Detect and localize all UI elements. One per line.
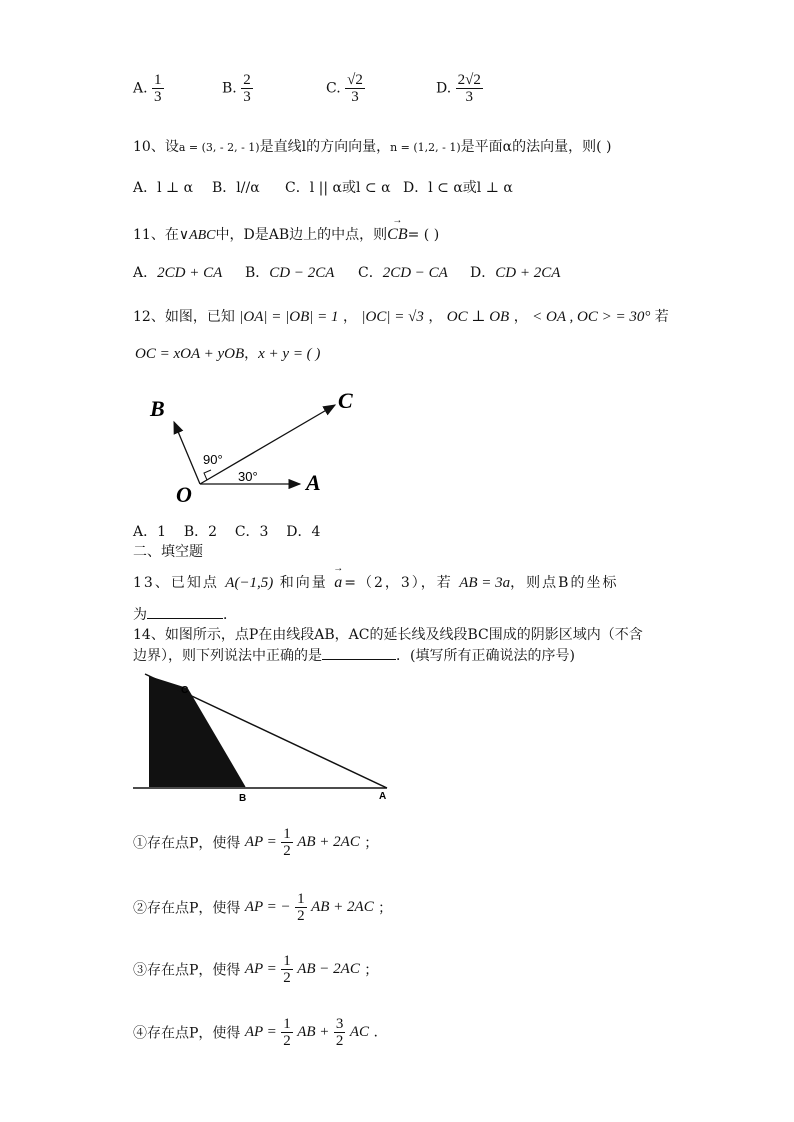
q12-vector-figure	[140, 380, 380, 510]
angle-30-label: 30°	[238, 469, 258, 484]
q10-option-a: A．l ⊥ α	[133, 180, 194, 196]
label-c: C	[181, 685, 189, 696]
condition-angle: < OA , OC > = 30°	[532, 309, 651, 325]
q14-item-3: ③存在点P，使得 AP = $\frac{1}{2}$ AB − 2AC ；	[133, 953, 379, 986]
vector-a: → a	[334, 574, 344, 592]
label-a: A	[379, 791, 387, 802]
q9-option-d: D. $\frac{2√2}{3}$	[436, 72, 481, 105]
q10-option-d: D．l ⊂ α或l ⊥ α	[403, 180, 513, 196]
ab-equation: AB = 3a	[459, 575, 511, 591]
q11-option-b: B．CD − 2CA	[245, 265, 335, 281]
fraction: $\frac{1}{3}$	[154, 72, 162, 105]
q10-option-b: B．l//α	[212, 180, 260, 196]
q14-region-figure	[133, 666, 395, 806]
q11-stem: 11、在∨ABC中，D是AB边上的中点，则→ CB= ( )	[133, 224, 439, 244]
label-b: B	[239, 793, 247, 804]
condition-oa-ob: |OA| = |OB| = 1	[239, 309, 339, 325]
fraction: $\frac{3}{2}$	[335, 1016, 344, 1049]
q12-equation: OC = xOA + yOB，x + y = ( )	[135, 346, 321, 362]
section-title: 二、填空题	[133, 544, 203, 560]
condition-perpendicular: OC ⊥ OB	[446, 309, 510, 325]
q10-stem: 10、设a = (3, - 2, - 1)是直线l的方向向量，n = (1,2, - 1)是平面α的法向量，则( )	[133, 139, 612, 155]
q11-option-d: D．CD + 2CA	[470, 265, 561, 281]
vector-ob	[174, 422, 200, 484]
answer-blank[interactable]	[147, 606, 223, 619]
q14-item-1: ①存在点P，使得 AP = $\frac{1}{2}$ AB + 2AC ；	[133, 826, 379, 859]
answer-blank[interactable]	[322, 647, 396, 660]
q11-option-a: A．2CD + CA	[133, 265, 223, 281]
angle-90-label: 90°	[203, 452, 223, 467]
fraction: $\frac{√2}{3}$	[347, 72, 363, 105]
fraction: $\frac{1}{2}$	[297, 891, 305, 924]
q9-option-c: C. $\frac{√2}{3}$	[326, 72, 363, 105]
q11-option-c: C．2CD − CA	[358, 265, 448, 281]
q13-line1: 13、已知点 A(−1,5) 和向量 → a=（2，3），若 AB = 3a，则点B的坐标	[133, 572, 618, 592]
point-a: A(−1,5)	[225, 575, 274, 591]
shaded-region	[149, 676, 245, 787]
fraction: $\frac{1}{2}$	[283, 953, 291, 986]
q12-options: A．1 B．2 C．3 D．4	[133, 524, 321, 540]
q14-item-4: ④存在点P，使得 AP = $\frac{1}{2}$ AB + $\frac{3}{2}$ AC .	[133, 1016, 378, 1049]
vector-a-definition: a = (3, - 2, - 1)	[178, 141, 260, 154]
q9-option-a: A. $\frac{1}{3}$	[133, 72, 162, 105]
q10-option-c: C．l || α或l ⊂ α	[285, 180, 391, 196]
condition-oc: |OC| = √3	[361, 309, 424, 325]
q13-line2: 为 ．	[133, 607, 237, 623]
q9-option-b: B. $\frac{2}{3}$	[222, 72, 251, 105]
vector-n-definition: n = (1,2, - 1)	[390, 141, 461, 154]
label-a: A	[306, 470, 321, 495]
q12-stem: 12、如图，已知 |OA| = |OB| = 1 ， |OC| = √3 ， OC ⊥ OB ， < OA , OC > = 30° 若	[133, 309, 669, 325]
fraction: $\frac{1}{2}$	[283, 1016, 291, 1049]
fraction: $\frac{2}{3}$	[243, 72, 251, 105]
fraction: $\frac{2√2}{3}$	[457, 72, 481, 105]
triangle-abc: ∨ABC	[178, 228, 216, 243]
fraction: $\frac{1}{2}$	[283, 826, 291, 859]
q14-line2: 边界），则下列说法中正确的是 ．(填写所有正确说法的序号)	[133, 648, 575, 664]
label-c: C	[338, 388, 353, 413]
label-b: B	[150, 396, 165, 421]
q14-item-2: ②存在点P，使得 AP = − $\frac{1}{2}$ AB + 2AC ；	[133, 891, 393, 924]
label-o: O	[176, 482, 192, 507]
q14-line1: 14、如图所示，点P在由线段AB，AC的延长线及线段BC围成的阴影区域内（不含	[133, 627, 643, 643]
vector-cb: → CB	[387, 226, 407, 244]
